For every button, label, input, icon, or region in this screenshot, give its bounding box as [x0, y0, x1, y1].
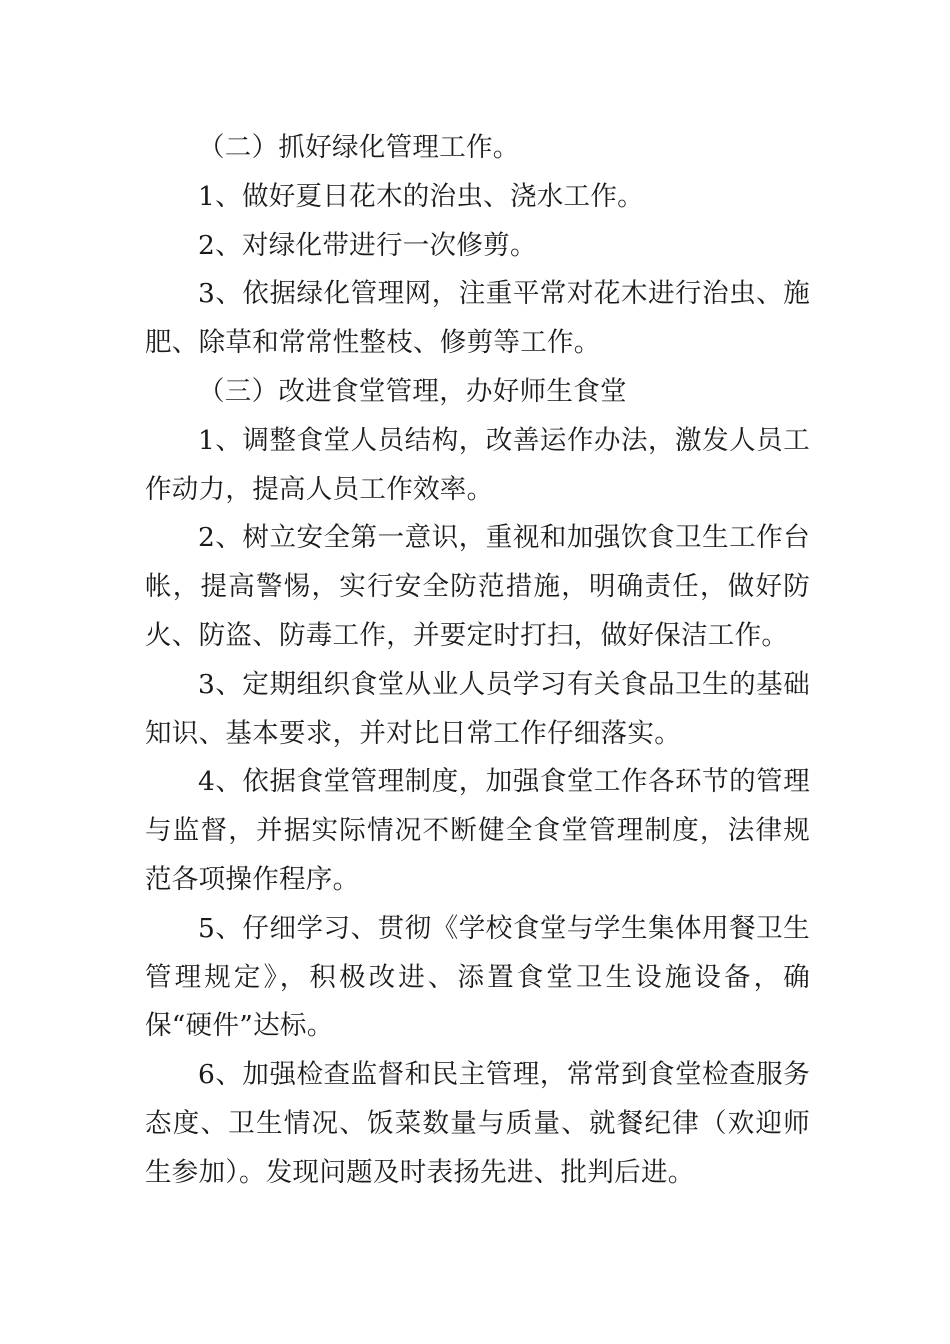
- canteen-item-2: 2、树立安全第一意识，重视和加强饮食卫生工作台帐，提高警惕，实行安全防范措施，明确责任，做好防火、防盗、防毒工作，并要定时打扫，做好保洁工作。: [145, 522, 810, 651]
- canteen-item-3: 3、定期组织食堂从业人员学习有关食品卫生的基础知识、基本要求，并对比日常工作仔细落实。: [145, 668, 810, 749]
- canteen-item-5: 5、仔细学习、贯彻《学校食堂与学生集体用餐卫生管理规定》，积极改进、添置食堂卫生设施设备，确保“硬件”达标。: [145, 912, 810, 1042]
- canteen-item-4: 4、依据食堂管理制度，加强食堂工作各环节的管理与监督，并据实际情况不断健全食堂管理制度，法律规范各项操作程序。: [145, 766, 810, 895]
- canteen-item-6: 6、加强检查监督和民主管理，常常到食堂检查服务态度、卫生情况、饭菜数量与质量、就餐纪律（欢迎师生参加）。发现问题及时表扬先进、批判后进。: [145, 1059, 810, 1188]
- section-heading-canteen: （三）改进食堂管理，办好师生食堂: [198, 375, 627, 407]
- document-body: [145, 124, 810, 1198]
- greening-item-3: 3、依据绿化管理网，注重平常对花木进行治虫、施肥、除草和常常性整枝、修剪等工作。: [145, 278, 810, 359]
- greening-item-2: 2、对绿化带进行一次修剪。: [198, 229, 537, 261]
- greening-item-1: 1、做好夏日花木的治虫、浇水工作。: [198, 180, 644, 212]
- section-heading-greening: （二）抓好绿化管理工作。: [198, 132, 520, 163]
- canteen-item-1: 1、调整食堂人员结构，改善运作办法，激发人员工作动力，提高人员工作效率。: [145, 424, 810, 505]
